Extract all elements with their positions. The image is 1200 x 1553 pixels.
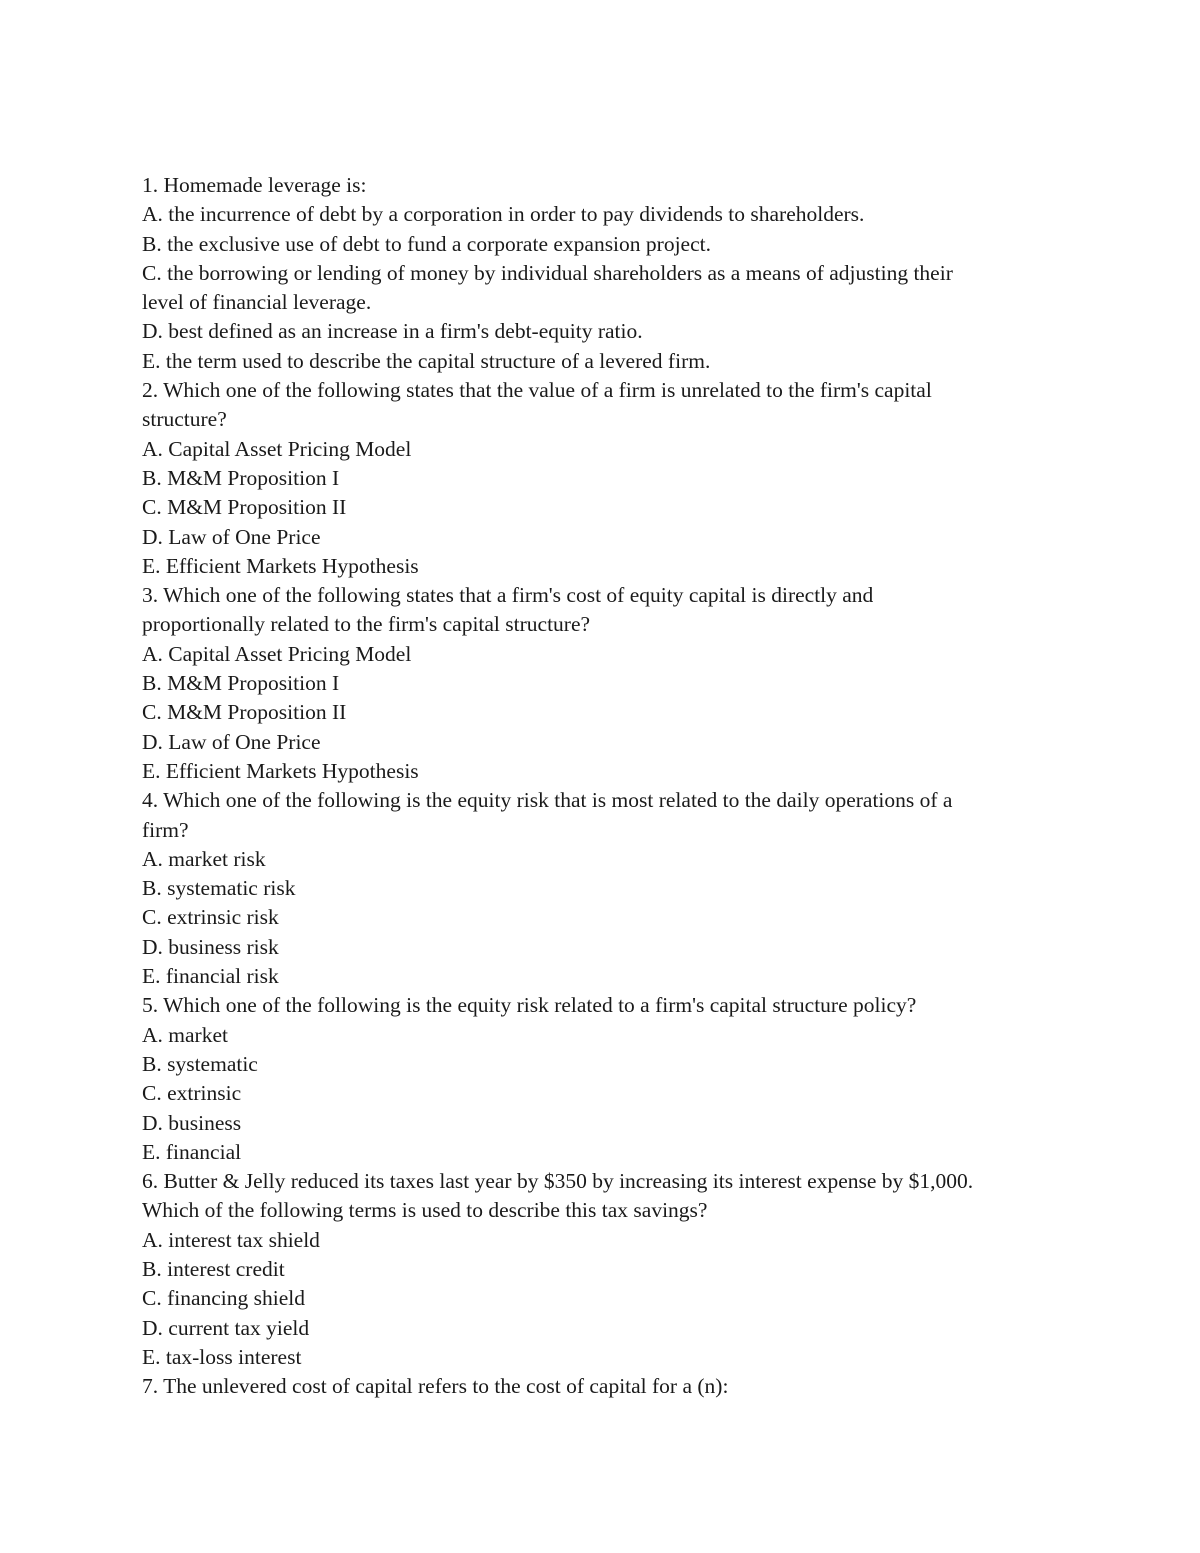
answer-option (142, 933, 1062, 962)
answer-option (142, 464, 1062, 493)
question-4 (142, 786, 1062, 991)
answer-option-line: E. Efficient Markets Hypothesis (142, 758, 419, 783)
answer-option (142, 259, 1062, 318)
answer-option-line: D. business risk (142, 934, 279, 959)
answer-option (142, 903, 1062, 932)
answer-option (142, 1050, 1062, 1079)
answer-option-line: B. M&M Proposition I (142, 465, 340, 490)
answer-option-line: E. tax-loss interest (142, 1344, 302, 1369)
question-1 (142, 171, 1062, 376)
answer-option-line: C. extrinsic (142, 1081, 242, 1106)
question-stem-line: 7. The unlevered cost of capital refers to the cost of capital for a (n): (142, 1374, 729, 1399)
answer-option (142, 552, 1062, 581)
question-stem (142, 581, 1062, 640)
answer-option (142, 1284, 1062, 1313)
question-3 (142, 581, 1062, 786)
answer-option-line: D. Law of One Price (142, 729, 321, 754)
question-stem (142, 171, 1062, 200)
question-7 (142, 1372, 1062, 1401)
answer-option (142, 200, 1062, 229)
answer-option (142, 845, 1062, 874)
answer-option (142, 1138, 1062, 1167)
answer-option-line: E. financial (142, 1139, 242, 1164)
answer-option (142, 1314, 1062, 1343)
answer-option (142, 669, 1062, 698)
answer-option (142, 523, 1062, 552)
question-stem-line: Which of the following terms is used to describe this tax savings? (142, 1198, 708, 1223)
question-5 (142, 991, 1062, 1167)
answer-option-line: B. the exclusive use of debt to fund a corporate expansion project. (142, 231, 711, 256)
answer-option-line: B. interest credit (142, 1256, 285, 1281)
answer-option-line: E. Efficient Markets Hypothesis (142, 553, 419, 578)
answer-option-line: A. market risk (142, 846, 266, 871)
question-stem-line: proportionally related to the firm's capital structure? (142, 612, 591, 637)
answer-option-line: A. the incurrence of debt by a corporation in order to pay dividends to shareholders. (142, 202, 865, 227)
question-2 (142, 376, 1062, 581)
answer-option (142, 1021, 1062, 1050)
answer-option-line: E. financial risk (142, 964, 279, 989)
answer-option (142, 640, 1062, 669)
question-stem-line: 3. Which one of the following states that a firm's cost of equity capital is directly and (142, 583, 874, 608)
answer-option (142, 757, 1062, 786)
answer-option (142, 698, 1062, 727)
question-stem (142, 1372, 1062, 1401)
answer-option-line: B. systematic risk (142, 876, 296, 901)
answer-option (142, 435, 1062, 464)
answer-option-line: B. M&M Proposition I (142, 671, 340, 696)
answer-option-line: D. Law of One Price (142, 524, 321, 549)
answer-option (142, 962, 1062, 991)
question-stem (142, 1167, 1062, 1226)
question-stem-line: 1. Homemade leverage is: (142, 173, 367, 197)
answer-option-line: B. systematic (142, 1051, 258, 1076)
answer-option-line: D. business (142, 1110, 242, 1135)
question-list (142, 171, 1062, 1401)
question-stem-line: structure? (142, 407, 227, 432)
answer-option-line: D. current tax yield (142, 1315, 310, 1340)
question-stem (142, 991, 1062, 1020)
answer-option (142, 1079, 1062, 1108)
answer-option-line: A. Capital Asset Pricing Model (142, 436, 412, 461)
answer-option (142, 1255, 1062, 1284)
answer-option-line: C. the borrowing or lending of money by individual shareholders as a means of adjusting their (142, 260, 953, 285)
answer-option (142, 493, 1062, 522)
answer-option-line: A. Capital Asset Pricing Model (142, 641, 412, 666)
answer-option (142, 1109, 1062, 1138)
answer-option-line: C. financing shield (142, 1286, 306, 1311)
answer-option (142, 230, 1062, 259)
question-stem-line: 5. Which one of the following is the equity risk related to a firm's capital structure policy? (142, 993, 917, 1018)
question-stem-line: 2. Which one of the following states that the value of a firm is unrelated to the firm's capital (142, 378, 932, 403)
answer-option-line: E. the term used to describe the capital structure of a levered firm. (142, 348, 711, 373)
question-stem-line: 4. Which one of the following is the equity risk that is most related to the daily operations of a (142, 788, 953, 813)
answer-option-line: D. best defined as an increase in a firm's debt-equity ratio. (142, 319, 643, 344)
question-stem-line: firm? (142, 817, 189, 842)
answer-option (142, 728, 1062, 757)
question-stem-line: 6. Butter & Jelly reduced its taxes last year by $350 by increasing its interest expense by $1,000. (142, 1169, 974, 1194)
answer-option (142, 874, 1062, 903)
answer-option-line: A. market (142, 1022, 228, 1047)
question-6 (142, 1167, 1062, 1372)
answer-option-line: level of financial leverage. (142, 290, 372, 315)
answer-option-line: C. M&M Proposition II (142, 700, 347, 725)
question-stem (142, 376, 1062, 435)
question-stem (142, 786, 1062, 845)
answer-option (142, 347, 1062, 376)
answer-option (142, 1226, 1062, 1255)
answer-option-line: A. interest tax shield (142, 1227, 320, 1252)
answer-option (142, 1343, 1062, 1372)
answer-option-line: C. extrinsic risk (142, 905, 279, 930)
answer-option-line: C. M&M Proposition II (142, 495, 347, 520)
answer-option (142, 317, 1062, 346)
